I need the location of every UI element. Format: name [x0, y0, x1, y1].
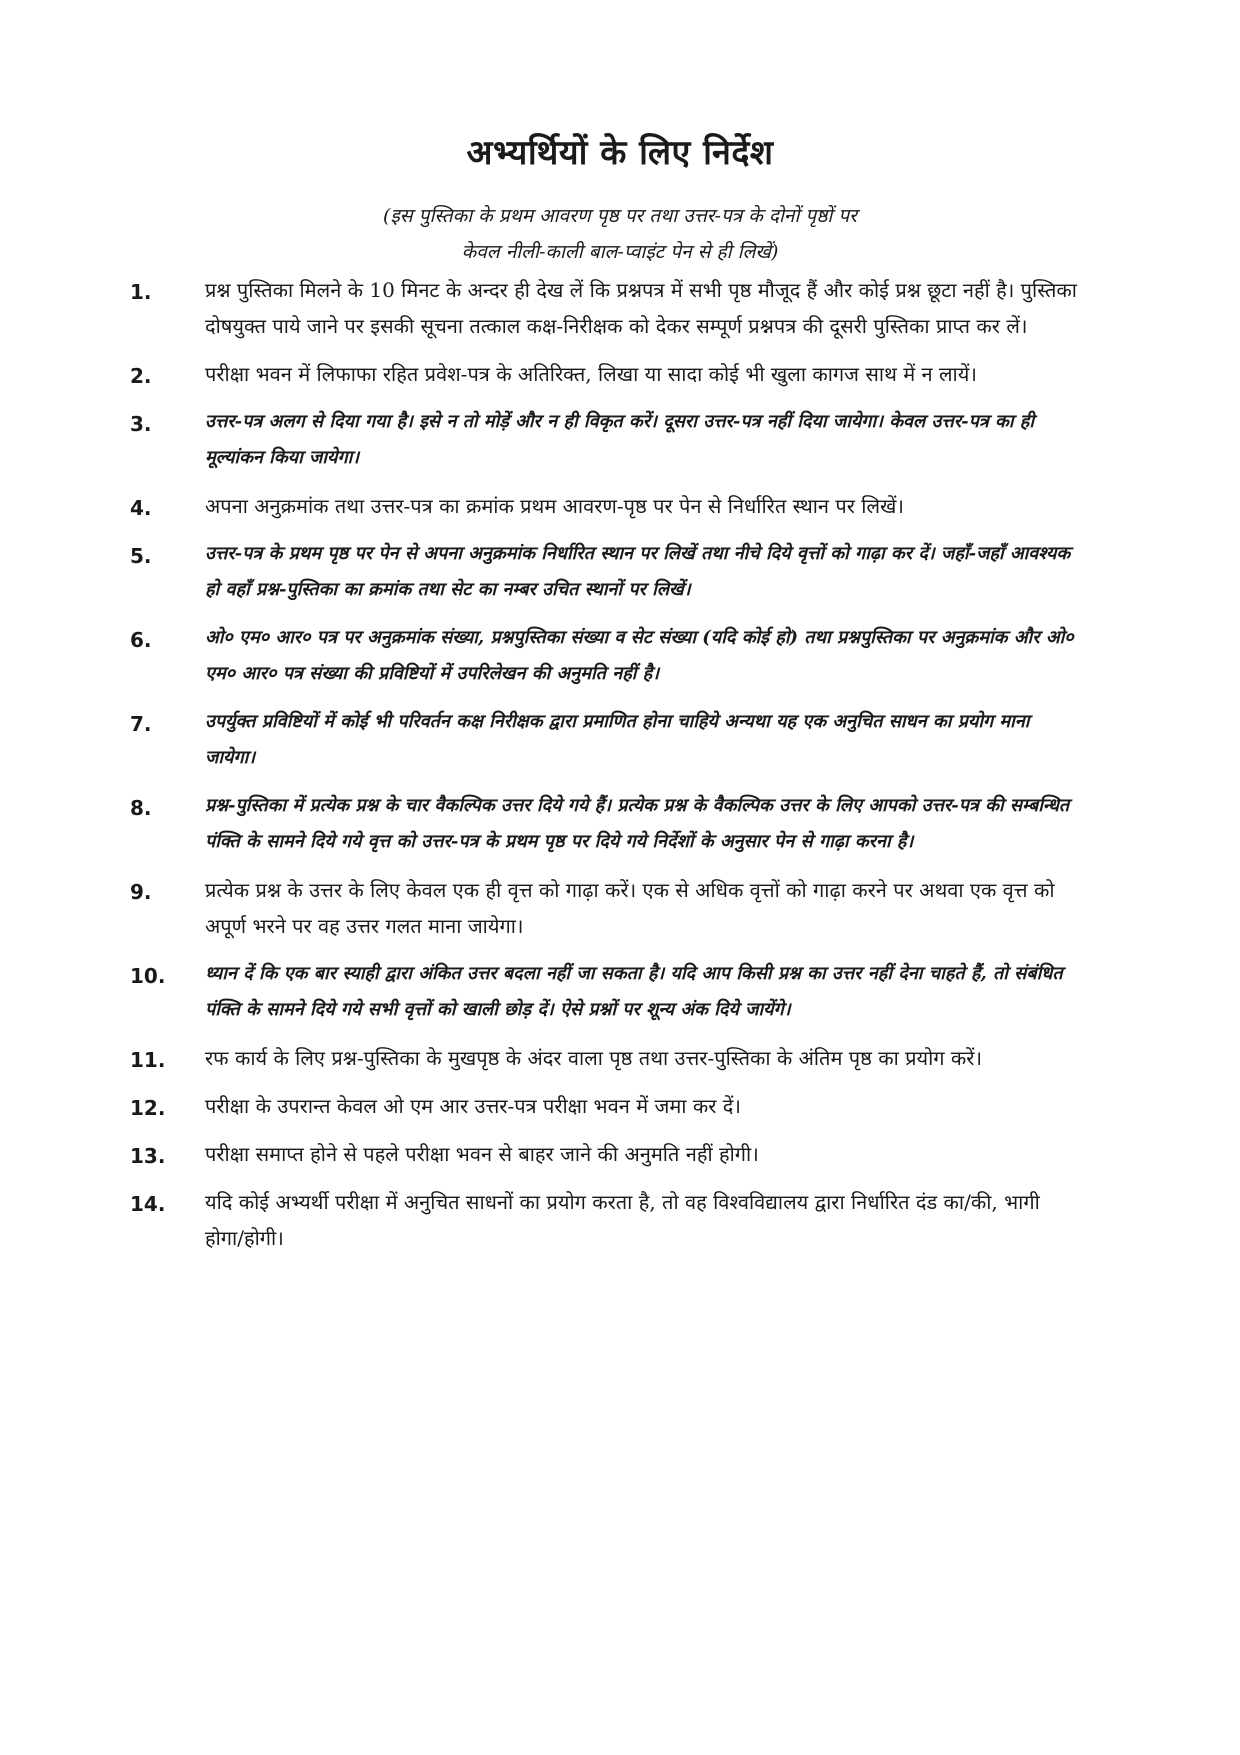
page-subtitle: [0, 198, 1240, 270]
item-number: 14.: [130, 1192, 166, 1216]
instruction-list: [130, 272, 1080, 1268]
instruction-item-5: [130, 536, 1080, 608]
instruction-item-9: [130, 872, 1080, 944]
instruction-item-7: [130, 704, 1080, 776]
subtitle-line-1: (इस पुस्तिका के प्रथम आवरण पृष्ठ पर तथा उत्तर-पत्र के दोनों पृष्ठों पर: [383, 205, 857, 227]
item-text: प्रत्येक प्रश्न के उत्तर के लिए केवल एक ही वृत्त को गाढ़ा करें। एक से अधिक वृत्तों को गाढ़ा करने पर अथवा एक वृत्त को अपूर्ण भरने पर वह उत्तर गलत माना जायेगा।: [205, 878, 1055, 938]
item-number: 4.: [130, 496, 152, 520]
instruction-item-2: [130, 356, 1080, 392]
item-number: 1.: [130, 280, 152, 304]
item-number: 8.: [130, 796, 152, 820]
item-number: 3.: [130, 412, 152, 436]
item-text: परीक्षा भवन में लिफाफा रहित प्रवेश-पत्र के अतिरिक्त, लिखा या सादा कोई भी खुला कागज साथ में न लायें।: [205, 362, 977, 386]
item-number: 10.: [130, 964, 166, 988]
item-number: 5.: [130, 544, 152, 568]
item-text: परीक्षा समाप्त होने से पहले परीक्षा भवन से बाहर जाने की अनुमति नहीं होगी।: [205, 1142, 759, 1166]
item-number: 9.: [130, 880, 152, 904]
item-text: उत्तर-पत्र अलग से दिया गया है। इसे न तो मोड़ें और न ही विकृत करें। दूसरा उत्तर-पत्र नहीं दिया जायेगा। केवल उत्तर-पत्र का ही मूल्यांकन किया जायेगा।: [205, 411, 1035, 468]
instruction-item-11: [130, 1040, 1080, 1076]
item-number: 11.: [130, 1048, 166, 1072]
subtitle-line-2: केवल नीली-काली बाल-प्वाइंट पेन से ही लिखें): [461, 241, 779, 263]
item-number: 12.: [130, 1096, 166, 1120]
item-text: प्रश्न-पुस्तिका में प्रत्येक प्रश्न के चार वैकल्पिक उत्तर दिये गये हैं। प्रत्येक प्रश्न के वैकल्पिक उत्तर के लिए आपको उत्तर-पत्र की सम्बन्धित पंक्ति के सामने दिये गये वृत्त को उत्तर-पत्र के प्रथम पृष्ठ पर दिये गये निर्देशों के अनुसार पेन से गाढ़ा करना है।: [205, 795, 1070, 852]
instruction-item-12: [130, 1088, 1080, 1124]
item-text: प्रश्न पुस्तिका मिलने के 10 मिनट के अन्दर ही देख लें कि प्रश्नपत्र में सभी पृष्ठ मौजूद हैं और कोई प्रश्न छूटा नहीं है। पुस्तिका दोषयुक्त पाये जाने पर इसकी सूचना तत्काल कक्ष-निरीक्षक को देकर सम्पूर्ण प्रश्नपत्र की दूसरी पुस्तिका प्राप्त कर लें।: [205, 278, 1077, 338]
instruction-item-8: [130, 788, 1080, 860]
instruction-item-13: [130, 1136, 1080, 1172]
instruction-item-4: [130, 488, 1080, 524]
item-text: ओ० एम० आर० पत्र पर अनुक्रमांक संख्या, प्रश्नपुस्तिका संख्या व सेट संख्या (यदि कोई हो) तथा प्रश्नपुस्तिका पर अनुक्रमांक और ओ० एम० आर० पत्र संख्या की प्रविष्टियों में उपरिलेखन की अनुमति नहीं है।: [205, 627, 1074, 684]
instruction-item-14: [130, 1184, 1080, 1256]
item-number: 13.: [130, 1144, 166, 1168]
item-number: 6.: [130, 628, 152, 652]
item-text: उपर्युक्त प्रविष्टियों में कोई भी परिवर्तन कक्ष निरीक्षक द्वारा प्रमाणित होना चाहिये अन्यथा यह एक अनुचित साधन का प्रयोग माना जायेगा।: [205, 711, 1030, 768]
item-text: परीक्षा के उपरान्त केवल ओ एम आर उत्तर-पत्र परीक्षा भवन में जमा कर दें।: [205, 1094, 741, 1118]
item-text: रफ कार्य के लिए प्रश्न-पुस्तिका के मुखपृष्ठ के अंदर वाला पृष्ठ तथा उत्तर-पुस्तिका के अंतिम पृष्ठ का प्रयोग करें।: [205, 1046, 983, 1070]
instruction-item-10: [130, 956, 1080, 1028]
item-text: अपना अनुक्रमांक तथा उत्तर-पत्र का क्रमांक प्रथम आवरण-पृष्ठ पर पेन से निर्धारित स्थान पर लिखें।: [205, 494, 904, 518]
item-text: यदि कोई अभ्यर्थी परीक्षा में अनुचित साधनों का प्रयोग करता है, तो वह विश्वविद्यालय द्वारा निर्धारित दंड का/की, भागी होगा/होगी।: [205, 1190, 1040, 1250]
instruction-item-3: [130, 404, 1080, 476]
item-text: ध्यान दें कि एक बार स्याही द्वारा अंकित उत्तर बदला नहीं जा सकता है। यदि आप किसी प्रश्न का उत्तर नहीं देना चाहते हैं, तो संबंधित पंक्ति के सामने दिये गये सभी वृत्तों को खाली छोड़ दें। ऐसे प्रश्नों पर शून्य अंक दिये जायेंगे।: [205, 963, 1063, 1020]
instruction-item-1: [130, 272, 1080, 344]
page-title: अभ्यर्थियों के लिए निर्देश: [466, 133, 774, 173]
item-number: 2.: [130, 364, 152, 388]
item-text: उत्तर-पत्र के प्रथम पृष्ठ पर पेन से अपना अनुक्रमांक निर्धारित स्थान पर लिखें तथा नीचे दिये वृत्तों को गाढ़ा कर दें। जहाँ-जहाँ आवश्यक हो वहाँ प्रश्न-पुस्तिका का क्रमांक तथा सेट का नम्बर उचित स्थानों पर लिखें।: [205, 543, 1071, 600]
instruction-item-6: [130, 620, 1080, 692]
item-number: 7.: [130, 712, 152, 736]
